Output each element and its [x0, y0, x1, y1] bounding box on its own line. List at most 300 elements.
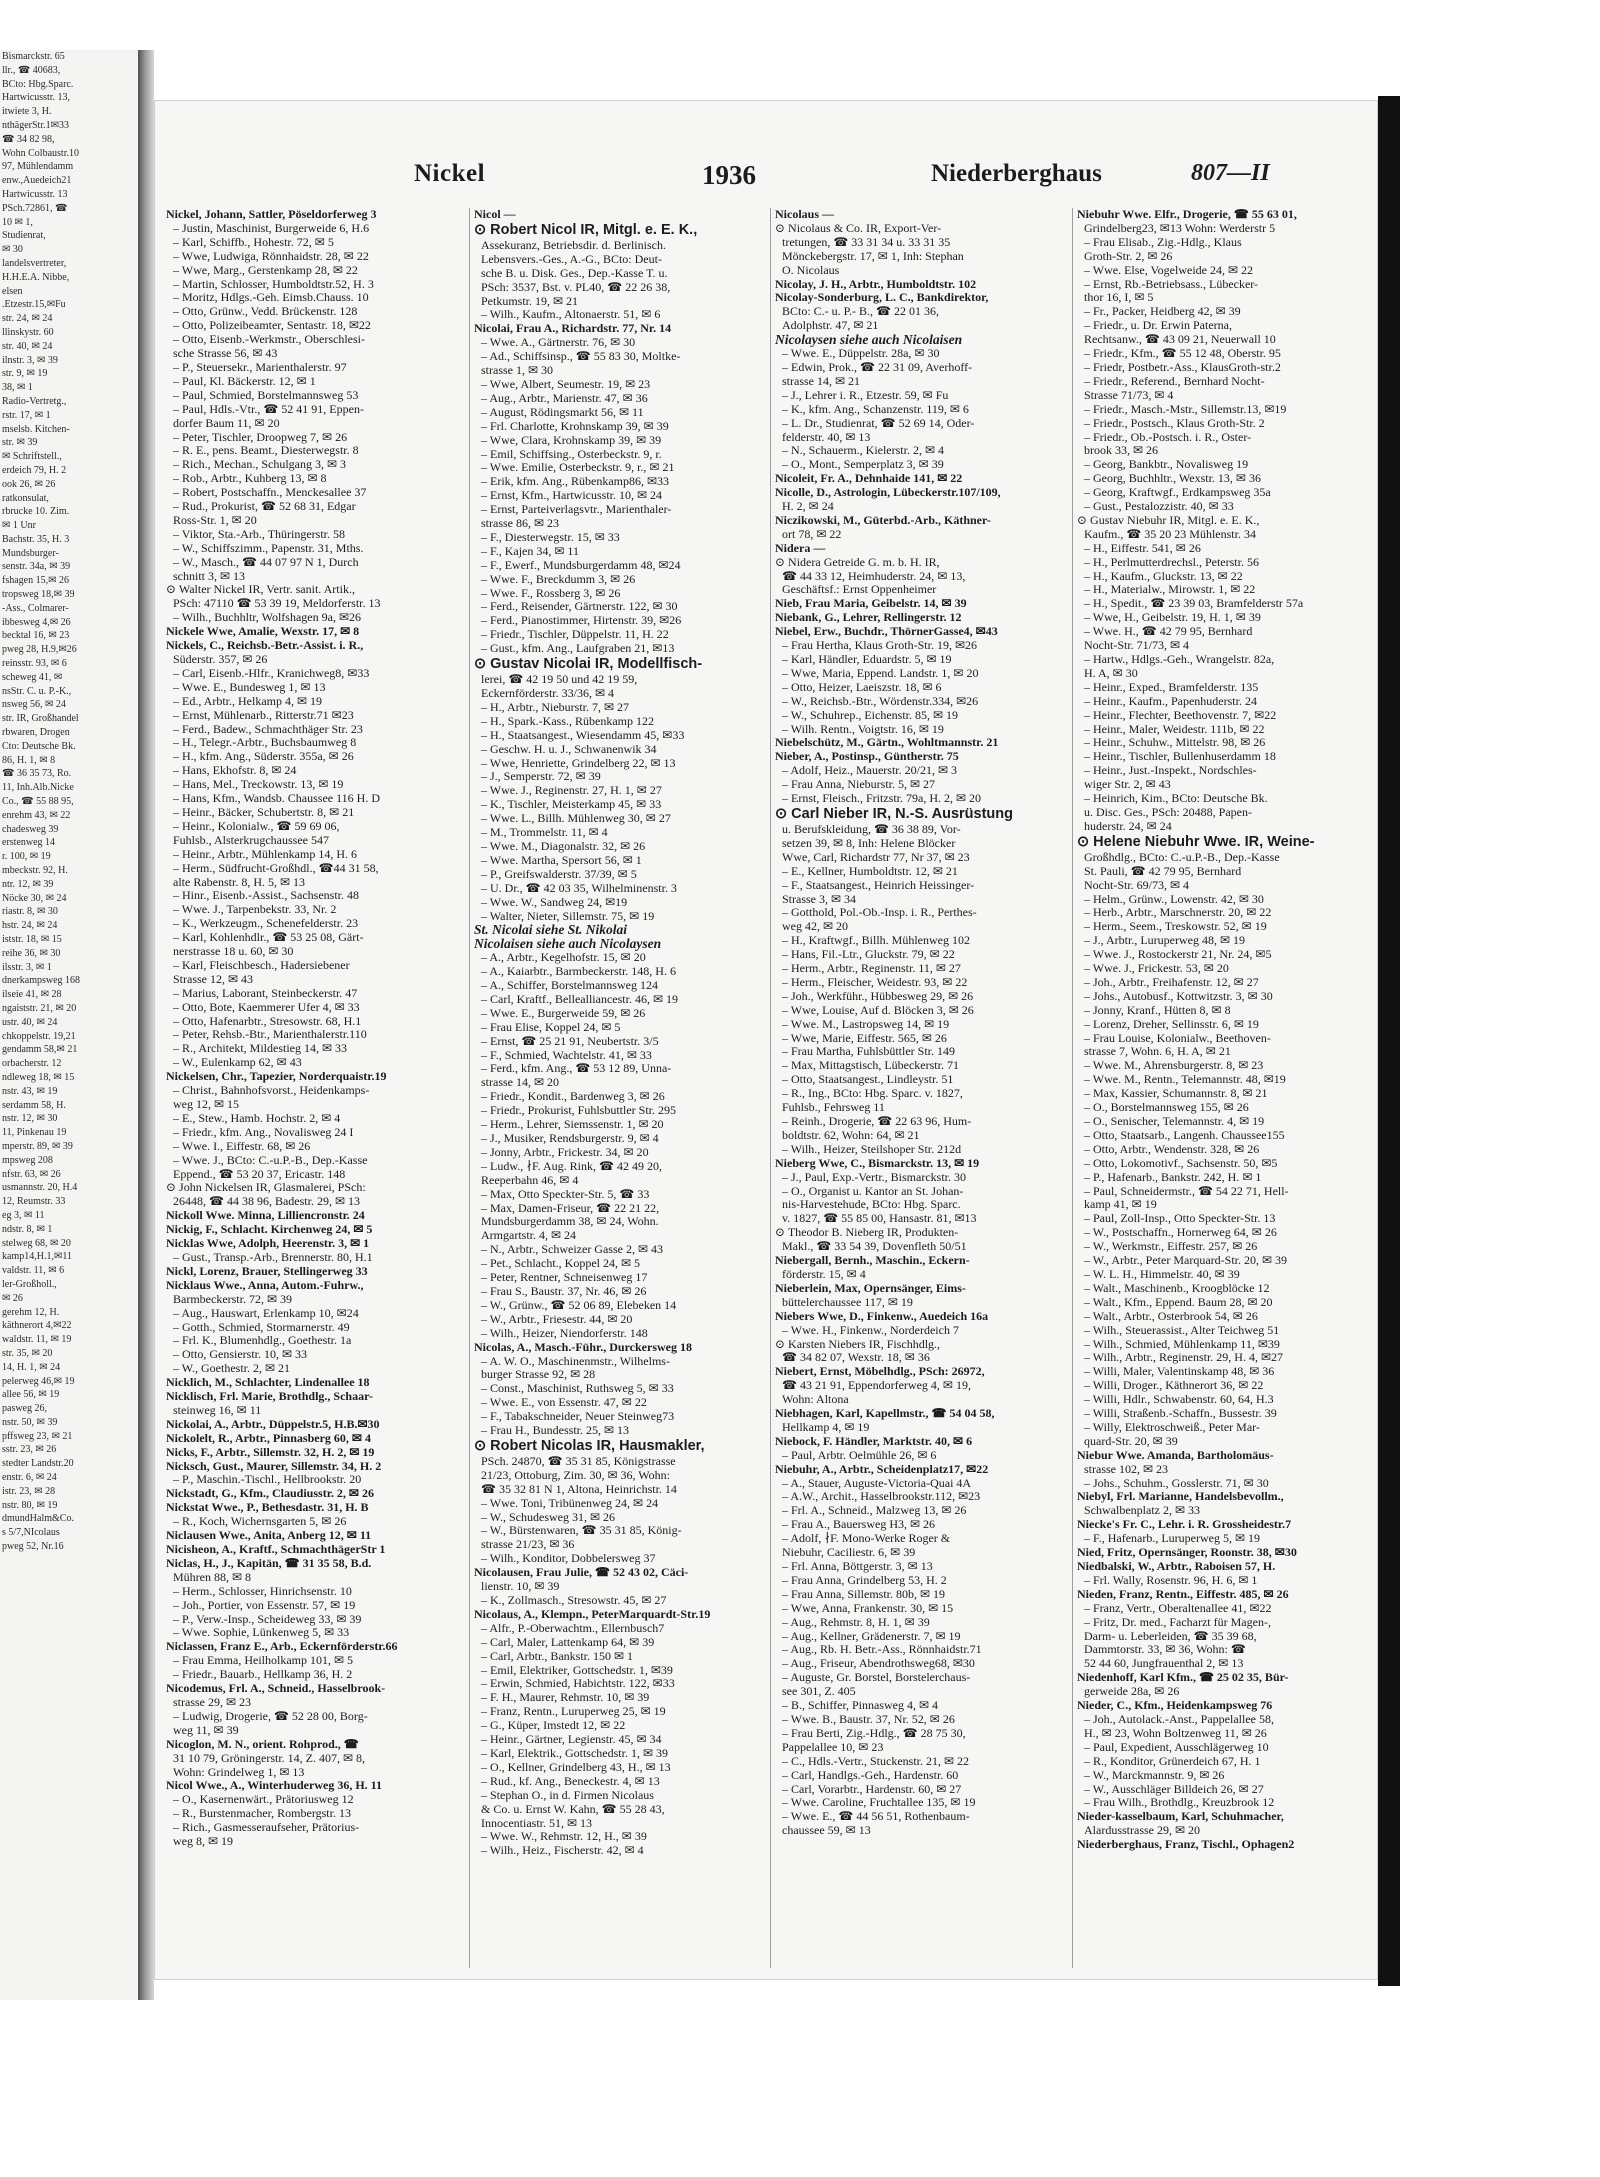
directory-entry: Nicolaysen siehe auch Nicolaisen	[775, 333, 963, 348]
previous-page-line: 11, Pinkenau 19	[2, 1127, 67, 1139]
directory-entry: – W., Postschaffn., Hornerweg 64, ✉ 26	[1084, 1226, 1277, 1240]
directory-entry: – Friedr., Masch.-Mstr., Sillemstr.13, ✉19	[1084, 402, 1287, 416]
directory-entry: Großhdlg., BCto: C.-u.P.-B., Dep.-Kasse	[1084, 850, 1280, 864]
directory-entry: – Aug., Rb. H. Betr.-Ass., Rönnhaidstr.71	[782, 1643, 982, 1657]
directory-entry: Nied, Fritz, Opernsänger, Roonstr. 38, ✉30	[1077, 1546, 1297, 1560]
directory-entry: – Frau S., Baustr. 37, Nr. 46, ✉ 26	[481, 1284, 647, 1298]
directory-entry: ⊙ Karsten Niebers IR, Fischhdlg.,	[775, 1337, 941, 1351]
column-2	[469, 208, 766, 1968]
directory-entry: O. Nicolaus	[782, 263, 840, 277]
directory-entry: strasse 29, ✉ 23	[173, 1695, 252, 1709]
directory-entry: – R., Konditor, Grünerdeich 67, H. 1	[1084, 1754, 1261, 1768]
directory-entry: – Wwe. Caroline, Fruchtallee 135, ✉ 19	[782, 1796, 976, 1810]
previous-page-line: mperstr. 89, ✉ 39	[2, 1140, 73, 1152]
previous-page-line: senstr. 34a, ✉ 39	[2, 561, 71, 573]
directory-entry: ⊙ Nicolaus & Co. IR, Export-Ver-	[775, 221, 942, 235]
directory-entry: – Friedr., Ob.-Postsch. i. R., Oster-	[1084, 430, 1252, 444]
directory-entry: setzen 39, ✉ 8, Inh: Helene Blöcker	[782, 836, 956, 850]
directory-entry: Alardusstrasse 29, ✉ 20	[1084, 1824, 1201, 1838]
directory-entry: – Walt., Arbtr., Osterbrook 54, ✉ 26	[1084, 1309, 1258, 1323]
directory-entry: Nicolaisen siehe auch Nicolaysen	[474, 937, 662, 952]
directory-entry: – Ferd., kfm. Ang., ☎ 53 12 89, Unna-	[481, 1062, 672, 1076]
directory-entry: – Frau Wilh., Brothdlg., Kreuzbrook 12	[1084, 1796, 1275, 1810]
directory-entry: wiger Str. 2, ✉ 43	[1084, 778, 1171, 792]
directory-entry: – Peter, Rentner, Schneisenweg 17	[481, 1271, 648, 1285]
directory-entry: – Wwe. Emilie, Osterbeckstr. 9, r., ✉ 21	[481, 461, 675, 475]
directory-entry: Hellkamp 4, ✉ 19	[782, 1420, 870, 1434]
directory-entry: Innocentiastr. 51, ✉ 13	[481, 1816, 593, 1830]
page-header	[154, 160, 1378, 196]
previous-page-line: Hartwicusstr. 13,	[2, 92, 71, 104]
directory-entry: – Jonny, Kranf., Hütten 8, ✉ 8	[1084, 1003, 1231, 1017]
directory-entry: – R., Ing., BCto: Hbg. Sparc. v. 1827,	[782, 1087, 963, 1101]
directory-entry: Mönckebergstr. 17, ✉ 1, Inh: Stephan	[782, 249, 964, 263]
directory-entry: – Max, Mittagstisch, Lübeckerstr. 71	[782, 1059, 959, 1073]
directory-entry: – Frau Anna, Nieburstr. 5, ✉ 27	[782, 778, 936, 792]
directory-entry: – Wwe. J., BCto: C.-u.P.-B., Dep.-Kasse	[173, 1153, 368, 1167]
directory-entry: – Frau A., Bauersweg H3, ✉ 26	[782, 1518, 936, 1532]
directory-entry: – Ludw., ∤F. Aug. Rink, ☎ 42 49 20,	[481, 1159, 662, 1173]
previous-page-line: scheweg 41, ✉	[2, 671, 63, 683]
directory-entry: Nicolay-Sonderburg, L. C., Bankdirektor,	[775, 291, 989, 305]
previous-page-line: ngaiststr. 21, ✉ 20	[2, 1002, 77, 1014]
previous-page-line: ☎ 34 82 98,	[2, 133, 55, 145]
directory-entry: – Otto, Polizeibeamter, Sentastr. 18, ✉22	[173, 319, 371, 333]
directory-entry: Dammtorstr. 33, ✉ 36, Wohn: ☎	[1084, 1643, 1246, 1657]
directory-entry: Nickels, C., Reichsb.-Betr.-Assist. i. R.,	[166, 639, 364, 653]
directory-entry: – Wwe, Louise, Auf d. Blöcken 3, ✉ 26	[782, 1003, 974, 1017]
previous-page-line: r. 100, ✉ 19	[2, 851, 51, 863]
directory-entry: – Wwe, Ludwiga, Rönnhaidstr. 28, ✉ 22	[173, 249, 369, 263]
directory-entry: u. Berufskleidung, ☎ 36 38 89, Vor-	[782, 822, 961, 836]
directory-entry: weg 8, ✉ 19	[173, 1835, 234, 1849]
directory-entry: H. 2, ✉ 24	[782, 500, 834, 514]
directory-entry: ⊙ John Nickelsen IR, Glasmalerei, PSch:	[166, 1181, 366, 1195]
previous-page-line: ✉ 30	[2, 244, 23, 256]
previous-page-line: nstr. 50, ✉ 39	[2, 1416, 58, 1428]
directory-entry: – Otto, Staatsangest., Lindleystr. 51	[782, 1073, 954, 1087]
directory-entry: – W., Masch., ☎ 44 07 97 N 1, Durch	[173, 555, 359, 569]
directory-entry: Nicolay, J. H., Arbtr., Humboldtstr. 102	[775, 277, 977, 291]
previous-page-line: allee 56, ✉ 19	[2, 1389, 60, 1401]
directory-entry: – Frau Hertha, Klaus Groth-Str. 19, ✉26	[782, 639, 978, 653]
directory-entry: – A., Kaiarbtr., Barmbeckerstr. 148, H. 6	[481, 965, 676, 979]
directory-entry: Mühren 88, ✉ 8	[173, 1570, 252, 1584]
previous-page-line: rbrucke 10. Zim.	[2, 506, 70, 518]
previous-page-line: valdstr. 11, ✉ 6	[2, 1265, 65, 1277]
directory-entry: – Wwe. J., Reginenstr. 27, H. 1, ✉ 27	[481, 784, 662, 798]
previous-page-line: pweg 52, Nr.16	[2, 1541, 64, 1553]
directory-entry: – E., Kellner, Humboldtstr. 12, ✉ 21	[782, 864, 958, 878]
directory-entry: nis-Harvestehude, BCto: Hbg. Sparc.	[782, 1198, 961, 1212]
directory-entry: Nicisheon, A., Kraftf., SchmachthägerStr 1	[166, 1543, 386, 1556]
directory-entry: – Wwe. J., Rostockerstr 21, Nr. 24, ✉5	[1084, 948, 1272, 962]
directory-entry: – Hans, Fil.-Ltr., Gluckstr. 79, ✉ 22	[782, 948, 955, 962]
directory-entry: huderstr. 24, ✉ 24	[1084, 819, 1172, 833]
previous-page-line: str. IR, Großhandel	[2, 713, 79, 725]
directory-entry: – Heinr., Gärtner, Legienstr. 45, ✉ 34	[481, 1733, 662, 1747]
directory-entry: ⊙ Helene Niebuhr Wwe. IR, Weine-	[1077, 833, 1315, 850]
directory-entry: BCto: C.- u. P.- B., ☎ 22 01 36,	[782, 305, 939, 319]
previous-page-line: serdamm 58, H.	[2, 1099, 66, 1111]
directory-entry: – K., Tischler, Meisterkamp 45, ✉ 33	[481, 798, 662, 812]
directory-entry: ⊙ Gustav Nicolai IR, Modellfisch-	[474, 656, 703, 673]
directory-entry: – Wilh., Konditor, Dobbelersweg 37	[481, 1552, 656, 1566]
directory-entry: – H., Arbtr., Nieburstr. 7, ✉ 27	[481, 700, 630, 714]
directory-entry: – Ferd., Reisender, Gärtnerstr. 122, ✉ 30	[481, 600, 678, 614]
directory-entry: sche Strasse 56, ✉ 43	[173, 347, 278, 361]
previous-page-line: nfstr. 63, ✉ 26	[2, 1168, 61, 1180]
directory-entry: Nickelsen, Chr., Tapezier, Norderquaistr.19	[166, 1070, 387, 1084]
directory-entry: – Emil, Elektriker, Gottschedstr. 1, ✉39	[481, 1663, 673, 1677]
column-3	[770, 208, 1067, 1968]
directory-entry: Nicoleit, Fr. A., Dehnhaide 141, ✉ 22	[775, 472, 963, 486]
directory-entry: – Rob., Arbtr., Kuhberg 13, ✉ 8	[173, 472, 327, 486]
directory-entry: H., ✉ 23, Wohn Boltzenweg 11, ✉ 26	[1084, 1726, 1267, 1740]
directory-entry: – Heinr., Just.-Inspekt., Nordschles-	[1084, 764, 1257, 778]
directory-entry: – J., Paul, Exp.-Vertr., Bismarckstr. 30	[782, 1170, 966, 1184]
directory-entry: – Heinr., Schuhw., Mittelstr. 98, ✉ 26	[1084, 736, 1266, 750]
previous-page-line: sstr. 23, ✉ 26	[2, 1444, 57, 1456]
directory-entry: Niedbalski, W., Arbtr., Raboisen 57, H.	[1077, 1560, 1276, 1573]
directory-entry: Nicol Wwe., A., Winterhuderweg 36, H. 11	[166, 1779, 382, 1793]
column-1	[166, 208, 458, 1968]
directory-entry: – Rud., kf. Ang., Beneckestr. 4, ✉ 13	[481, 1774, 660, 1788]
directory-entry: – Herb., Arbtr., Marschnerstr. 20, ✉ 22	[1084, 906, 1272, 920]
directory-entry: – Viktor, Sta.-Arb., Thüringerstr. 58	[173, 527, 346, 541]
directory-entry: nerstrasse 18 u. 60, ✉ 30	[173, 945, 294, 959]
previous-page-line: ✉ 26	[2, 1292, 23, 1304]
directory-entry: – Paul, Schneidermstr., ☎ 54 22 71, Hell-	[1084, 1184, 1289, 1198]
directory-entry: – W., Marckmannstr. 9, ✉ 26	[1084, 1768, 1225, 1782]
directory-entry: – Hans, Ekhofstr. 8, ✉ 24	[173, 764, 297, 778]
directory-entry: – Wwe. A., Gärtnerstr. 76, ✉ 30	[481, 336, 636, 350]
previous-page-line: elsen	[2, 285, 23, 297]
directory-entry: Fuhlsb., Alsterkrugchaussee 547	[173, 833, 329, 847]
previous-page-line: enrehm 43, ✉ 22	[2, 809, 71, 821]
directory-entry: – Heinr., Arbtr., Mühlenkamp 14, H. 6	[173, 847, 357, 861]
directory-entry: Niebel, Erw., Buchdr., ThörnerGasse4, ✉43	[775, 625, 998, 639]
directory-entry: gerweide 28a, ✉ 26	[1084, 1685, 1180, 1699]
directory-entry: – Carl, Handlgs.-Geh., Hardenstr. 60	[782, 1768, 959, 1782]
directory-entry: – Herm., Lehrer, Siemssenstr. 1, ✉ 20	[481, 1118, 664, 1132]
previous-page-line: ibbesweg 4,✉ 26	[2, 616, 71, 628]
directory-entry: – Martin, Schlosser, Humboldtstr.52, H. 3	[173, 277, 374, 291]
header-last-entry: Niederberghaus	[931, 160, 1102, 187]
directory-entry: Ross-Str. 1, ✉ 20	[173, 513, 257, 527]
directory-entry: Kaufm., ☎ 35 20 23 Mühlenstr. 34	[1084, 527, 1256, 541]
directory-entry: – P., Hafenarb., Bankstr. 242, H. ✉ 1	[1084, 1170, 1262, 1184]
directory-entry: – Pet., Schlacht., Koppel 24, ✉ 5	[481, 1257, 641, 1271]
directory-entry: – Frau Elise, Koppel 24, ✉ 5	[481, 1020, 621, 1034]
directory-entry: – W., Arbtr., Peter Marquard-Str. 20, ✉ 39	[1084, 1254, 1288, 1268]
previous-page-line: riastr. 8, ✉ 30	[2, 906, 58, 918]
directory-entry: – Aug., Arbtr., Marienstr. 47, ✉ 36	[481, 391, 648, 405]
directory-entry: Niebock, F. Händler, Marktstr. 40, ✉ 6	[775, 1434, 973, 1448]
directory-entry: Nicolaus, A., Klempn., PeterMarquardt-Str.19	[474, 1607, 711, 1621]
directory-entry: – Johs., Schuhm., Gosslerstr. 71, ✉ 30	[1084, 1476, 1269, 1490]
directory-entry: – N., Schauerm., Kielerstr. 2, ✉ 4	[782, 444, 945, 458]
directory-entry: Nidera —	[775, 541, 826, 555]
directory-entry: – Robert, Postschaffn., Menckesallee 37	[173, 486, 367, 500]
directory-entry: Niebuhr Wwe. Elfr., Drogerie, ☎ 55 63 01,	[1077, 208, 1297, 221]
directory-entry: – Wwe. W., Rehmstr. 12, H., ✉ 39	[481, 1830, 647, 1844]
previous-page-line: Hartwicusstr. 13	[2, 188, 68, 200]
directory-entry: – Otto, Grünw., Vedd. Brückenstr. 128	[173, 305, 358, 319]
directory-entry: Süderstr. 357, ✉ 26	[173, 653, 268, 666]
directory-entry: Groth-Str. 2, ✉ 26	[1084, 249, 1173, 263]
directory-entry: – Wwe, H., Geibelstr. 19, H. 1, ✉ 39	[1084, 611, 1261, 625]
directory-entry: – Max, Otto Speckter-Str. 5, ☎ 33	[481, 1187, 650, 1201]
directory-entry: Nicolausen, Frau Julie, ☎ 52 43 02, Cäci-	[474, 1566, 689, 1580]
previous-page-line: reinsstr. 93, ✉ 6	[2, 658, 67, 670]
previous-page-line: pelerweg 46,✉ 19	[2, 1375, 75, 1387]
previous-page-line: -Ass., Colmarer-	[2, 602, 69, 614]
directory-entry: Nickstat Wwe., P., Bethesdastr. 31, H. B	[166, 1501, 369, 1515]
previous-page-line: ilseie 41, ✉ 28	[2, 989, 62, 1001]
directory-entry: – Walt., Maschinenb., Kroogblöcke 12	[1084, 1281, 1270, 1295]
directory-entry: – F., Hafenarb., Luruperweg 5, ✉ 19	[1084, 1532, 1261, 1546]
directory-entry: förderstr. 15, ✉ 4	[782, 1267, 866, 1281]
directory-entry: – Karl, Schiffb., Hohestr. 72, ✉ 5	[173, 235, 334, 249]
previous-page-line: 12, Reumstr. 33	[2, 1196, 66, 1208]
directory-entry: H. A, ✉ 30	[1084, 666, 1138, 680]
directory-entry: – Walt., Kfm., Eppend. Baum 28, ✉ 20	[1084, 1295, 1273, 1309]
directory-entry: – Ad., Schiffsinsp., ☎ 55 83 30, Moltke-	[481, 350, 681, 364]
previous-page-line: PSch.72861, ☎	[2, 202, 68, 214]
directory-entry: – Peter, Tischler, Droopweg 7, ✉ 26	[173, 430, 348, 444]
directory-entry: – F., Schmied, Wachtelstr. 41, ✉ 33	[481, 1048, 652, 1062]
directory-entry: felderstr. 40, ✉ 13	[782, 430, 871, 444]
previous-page-line: 14, H. 1, ✉ 24	[2, 1361, 61, 1373]
directory-entry: Nickel, Johann, Sattler, Pöseldorferweg 3	[166, 208, 377, 221]
previous-page-line: Co., ☎ 55 88 95,	[2, 796, 74, 808]
directory-entry: – Carl, Kraftf., Bellealliancestr. 46, ✉ 19	[481, 992, 678, 1006]
previous-page-line: Nöcke 30, ✉ 24	[2, 892, 67, 904]
previous-page-line: str. 9, ✉ 19	[2, 368, 48, 380]
directory-entry: Pappelallee 10, ✉ 23	[782, 1740, 884, 1754]
previous-page-line: itwiete 3, H.	[2, 106, 52, 118]
directory-entry: Geschäftsf.: Ernst Oppenheimer	[782, 583, 937, 597]
directory-entry: Armgartstr. 4, ✉ 24	[481, 1229, 577, 1243]
previous-page-line: dmundHalm&Co.	[2, 1513, 74, 1525]
directory-entry: strasse 86, ✉ 23	[481, 517, 560, 531]
directory-entry: – R., Koch, Wichernsgarten 5, ✉ 26	[173, 1515, 347, 1529]
directory-entry: – Herm., Südfrucht-Großhdl., ☎44 31 58,	[173, 861, 379, 875]
directory-entry: ⊙ Robert Nicolas IR, Hausmakler,	[474, 1437, 705, 1454]
directory-entry: – Frau Anna, Sillemstr. 80b, ✉ 19	[782, 1587, 946, 1601]
directory-entry: Mundsburgerdamm 38, ✉ 24, Wohn.	[481, 1215, 659, 1229]
directory-entry: – Edwin, Prok., ☎ 22 31 09, Averhoff-	[782, 360, 973, 374]
directory-entry: Niebur Wwe. Amanda, Bartholomäus-	[1077, 1448, 1274, 1462]
directory-entry: – Auguste, Gr. Borstel, Borstelerchaus-	[782, 1671, 971, 1685]
directory-entry: Nickele Wwe, Amalie, Wexstr. 17, ✉ 8	[166, 625, 360, 639]
previous-page-line: orbacherstr. 12	[2, 1058, 62, 1070]
previous-page-line: waldstr. 11, ✉ 19	[2, 1334, 72, 1346]
directory-entry: Rechtsanw., ☎ 43 09 21, Neuerwall 10	[1084, 333, 1276, 347]
book-gutter	[138, 50, 154, 2000]
previous-page-line: enstr. 6, ✉ 24	[2, 1472, 57, 1484]
directory-entry: – F., Tabakschneider, Neuer Steinweg73	[481, 1410, 675, 1424]
directory-entry: – Karl, Elektrik., Gottschedstr. 1, ✉ 39	[481, 1746, 669, 1760]
directory-entry: – Heinr., Maler, Weidestr. 111b, ✉ 22	[1084, 722, 1265, 736]
previous-page-line: mpsweg 208	[2, 1154, 53, 1166]
directory-entry: – Friedr., Kondit., Bardenweg 3, ✉ 26	[481, 1090, 665, 1104]
directory-entry: – G., Küper, Imstedt 12, ✉ 22	[481, 1719, 626, 1733]
directory-entry: – Wwe. M., Rentn., Telemannstr. 48, ✉19	[1084, 1073, 1286, 1087]
directory-entry: – Wilh., Heizer, Steilshoper Str. 212d	[782, 1142, 962, 1156]
directory-entry: – J., Lehrer i. R., Etzestr. 59, ✉ Fu	[782, 388, 949, 402]
previous-page-line: ndleweg 18, ✉ 15	[2, 1071, 75, 1083]
directory-entry: Niclas, H., J., Kapitän, ☎ 31 35 58, B.d.	[166, 1556, 372, 1570]
previous-page-line: pasweg 26,	[2, 1403, 47, 1415]
previous-page-line: mbeckstr. 92, H.	[2, 865, 68, 877]
directory-entry: – W., Reichsb.-Btr., Wördenstr.334, ✉26	[782, 694, 979, 708]
directory-entry: Nicklas Wwe, Adolph, Heerenstr. 3, ✉ 1	[166, 1237, 370, 1251]
directory-entry: – M., Trommelstr. 11, ✉ 4	[481, 826, 608, 840]
directory-entry: u. Disc. Ges., PSch: 20488, Papen-	[1084, 805, 1252, 819]
directory-entry: – Paul, Zoll-Insp., Otto Speckter-Str. 13	[1084, 1212, 1276, 1226]
directory-entry: 52 44 60, Jungfrauenthal 2, ✉ 13	[1084, 1657, 1244, 1671]
directory-entry: – Rich., Gasmesseraufseher, Prätorius-	[173, 1821, 360, 1835]
directory-entry: Niecke's Fr. C., Lehr. i. R. Grossheidestr.7	[1077, 1518, 1292, 1532]
directory-entry: – Wwe. J., Tarpenbekstr. 33, Nr. 2	[173, 903, 337, 917]
directory-entry: – Ernst, Mühlenarb., Ritterstr.71 ✉23	[173, 708, 354, 722]
previous-page-line: str. ✉ 39	[2, 437, 38, 449]
previous-page-line: llinskystr. 60	[2, 326, 54, 338]
directory-entry: – W., Werkmstr., Eiffestr. 257, ✉ 26	[1084, 1240, 1258, 1254]
directory-entry: schnitt 3, ✉ 13	[173, 569, 246, 583]
previous-page-line: rbwaren, Drogen	[2, 727, 70, 739]
directory-entry: Nickoll Wwe. Minna, Lilliencronstr. 24	[166, 1209, 365, 1223]
previous-page-line: iststr. 18, ✉ 15	[2, 934, 62, 945]
directory-entry: – Frl. K., Blumenhdlg., Goethestr. 1a	[173, 1334, 352, 1348]
directory-entry: – Wwe, Marie, Eiffestr. 565, ✉ 26	[782, 1031, 947, 1045]
directory-entry: dorfer Baum 11, ✉ 20	[173, 416, 280, 430]
directory-entry: Niebuhr, A., Arbtr., Scheidenplatz17, ✉22	[775, 1462, 989, 1476]
directory-entry: – Wilh., Kaufm., Altonaerstr. 51, ✉ 6	[481, 308, 661, 322]
directory-entry: – Moritz, Hdlgs.-Geh. Eimsb.Chauss. 10	[173, 291, 369, 305]
directory-entry: – Willi, Droger., Käthnerort 36, ✉ 22	[1084, 1379, 1264, 1393]
directory-entry: Niebert, Ernst, Möbelhdlg., PSch: 26972,	[775, 1365, 985, 1379]
directory-entry: – August, Rödingsmarkt 56, ✉ 11	[481, 405, 644, 419]
directory-entry: Niebyl, Frl. Marianne, Handelsbevollm.,	[1077, 1490, 1284, 1504]
directory-entry: – Ernst, Rb.-Betriebsass., Lübecker-	[1084, 277, 1259, 291]
directory-entry: – H., Materialw., Mirowstr. 1, ✉ 22	[1084, 583, 1256, 597]
directory-entry: – Friedr., Kfm., ☎ 55 12 48, Oberstr. 95	[1084, 347, 1281, 361]
directory-entry: Nicol —	[474, 208, 516, 221]
directory-entry: – Wilh., Heizer, Niendorferstr. 148	[481, 1326, 648, 1340]
previous-page-line: ustr. 40, ✉ 24	[2, 1016, 58, 1028]
previous-page-line: dnerkampsweg 168	[2, 975, 81, 987]
directory-entry: alte Rabenstr. 8, H. 5, ✉ 13	[173, 875, 306, 889]
directory-entry: – P., Steuersekr., Marienthalerstr. 97	[173, 360, 347, 374]
previous-page-line: nsweg 56, ✉ 24	[2, 699, 66, 711]
previous-page-line: str. 40, ✉ 24	[2, 340, 53, 352]
previous-page-line: 97, Mühlendamm	[2, 161, 74, 173]
directory-entry: – Erik, kfm. Ang., Rübenkamp86, ✉33	[481, 475, 670, 489]
directory-entry: 21/23, Ottoburg, Zim. 30, ✉ 36, Wohn:	[481, 1468, 670, 1482]
directory-entry: – Joh., Werkführ., Hübbesweg 29, ✉ 26	[782, 989, 974, 1003]
previous-page-line: nstr. 43, ✉ 19	[2, 1085, 58, 1097]
directory-entry: – Wwe. E., von Essenstr. 47, ✉ 22	[481, 1396, 647, 1410]
directory-entry: – Otto, Heizer, Laeiszstr. 18, ✉ 6	[782, 680, 942, 694]
directory-entry: & Co. u. Ernst W. Kahn, ☎ 55 28 43,	[481, 1802, 665, 1816]
previous-page-line: istr. 23, ✉ 28	[2, 1485, 56, 1497]
directory-entry: – Alfr., P.-Oberwachtm., Ellernbusch7	[481, 1621, 665, 1635]
previous-page-line: Radio-Vertretg.,	[2, 395, 67, 407]
directory-entry: ⊙ Carl Nieber IR, N.-S. Ausrüstung	[775, 805, 1014, 822]
directory-entry: – Joh., Portier, von Essenstr. 57, ✉ 19	[173, 1598, 356, 1612]
directory-entry: – Fritz, Dr. med., Facharzt für Magen-,	[1084, 1615, 1271, 1629]
directory-entry: – Marius, Laborant, Steinbeckerstr. 47	[173, 986, 358, 1000]
directory-entry: – A., Stauer, Auguste-Victoria-Quai 4A	[782, 1476, 972, 1490]
directory-entry: – Heinrich, Kim., BCto: Deutsche Bk.	[1084, 792, 1268, 806]
directory-entry: Darm- u. Leberleiden, ☎ 35 39 68,	[1084, 1629, 1257, 1643]
directory-entry: – Wwe, Albert, Seumestr. 19, ✉ 23	[481, 377, 651, 391]
previous-page-line: ratkonsulat,	[2, 492, 49, 504]
directory-entry: Niczikowski, M., Güterbd.-Arb., Käthner-	[775, 513, 991, 527]
directory-entry: – Friedr, Postbetr.-Ass., KlausGroth-str.2	[1084, 360, 1281, 374]
directory-entry: – O., Kasernenwärt., Prätoriusweg 12	[173, 1793, 354, 1807]
previous-page-line: nthägerStr.1✉33	[2, 119, 69, 131]
directory-entry: chaussee 59, ✉ 13	[782, 1824, 871, 1838]
directory-entry: – Christ., Bahnhofsvorst., Heidenkamps-	[173, 1084, 370, 1098]
directory-entry: – Hans, Mel., Treckowstr. 13, ✉ 19	[173, 778, 344, 792]
directory-entry: – H., Telegr.-Arbtr., Buchsbaumweg 8	[173, 736, 357, 750]
directory-entry: – Ed., Arbtr., Helkamp 4, ✉ 19	[173, 694, 323, 708]
previous-page-line: ilsstr. 3, ✉ 1	[2, 961, 52, 973]
previous-page-line: 38, ✉ 1	[2, 382, 33, 394]
directory-entry: – Wwe. J., Frickestr. 53, ✉ 20	[1084, 962, 1229, 976]
previous-page-line: .Etzestr.15,✉Fu	[2, 299, 66, 311]
directory-entry: Nickolelt, R., Arbtr., Pinnasberg 60, ✉ 4	[166, 1431, 371, 1445]
directory-entry: – Ernst, Kfm., Hartwicusstr. 10, ✉ 24	[481, 489, 663, 503]
previous-page-line: kamp14,H.1,✉11	[2, 1251, 72, 1263]
directory-entry: Schwalbenplatz 2, ✉ 33	[1084, 1504, 1201, 1518]
directory-entry: – A., Arbtr., Kegelhofstr. 15, ✉ 20	[481, 951, 646, 965]
directory-entry: – P., Maschin.-Tischl., Hellbrookstr. 20	[173, 1473, 362, 1487]
directory-entry: – Georg, Buchhltr., Wexstr. 13, ✉ 36	[1084, 472, 1261, 486]
directory-entry: – Ferd., Pianostimmer, Hirtenstr. 39, ✉26	[481, 614, 682, 628]
directory-entry: – Wwe, Anna, Frankenstr. 30, ✉ 15	[782, 1601, 954, 1615]
previous-page-line: nsStr. C. u. P.-K.,	[2, 685, 72, 697]
previous-page-line: stelweg 68, ✉ 20	[2, 1237, 71, 1249]
directory-entry: – Rud., Prokurist, ☎ 52 68 31, Edgar	[173, 500, 356, 514]
directory-entry: v. 1827, ☎ 55 85 00, Hansastr. 81, ✉13	[782, 1212, 977, 1226]
previous-page-line: chadesweg 39	[2, 823, 59, 835]
directory-entry: weg 12, ✉ 15	[173, 1098, 240, 1111]
directory-entry: St. Nicolai siehe St. Nikolai	[474, 923, 628, 938]
directory-entry: – Ludwig, Drogerie, ☎ 52 28 00, Borg-	[173, 1709, 368, 1723]
previous-page-line: ☎ 36 35 73, Ro.	[2, 768, 72, 780]
directory-entry: – Reinh., Drogerie, ☎ 22 63 96, Hum-	[782, 1115, 972, 1128]
directory-entry: – F., Ewerf., Mundsburgerdamm 48, ✉24	[481, 558, 681, 572]
directory-entry: Niebhagen, Karl, Kapellmstr., ☎ 54 04 58,	[775, 1407, 995, 1421]
directory-entry: – Friedr., Referend., Bernhard Nocht-	[1084, 374, 1265, 388]
directory-entry: – F. H., Maurer, Rehmstr. 10, ✉ 39	[481, 1691, 650, 1705]
directory-entry: – Franz, Vertr., Oberaltenallee 41, ✉22	[1084, 1601, 1272, 1615]
directory-entry: – F., Staatsangest., Heinrich Heissinger-	[782, 878, 975, 892]
directory-entry: Nieberlein, Max, Opernsänger, Eims-	[775, 1281, 966, 1295]
directory-entry: – O., Kellner, Grindelberg 43, H., ✉ 13	[481, 1760, 671, 1774]
directory-entry: – Paul, Expedient, Ausschlägerweg 10	[1084, 1740, 1269, 1754]
directory-entry: Niedenhoff, Karl Kfm., ☎ 25 02 35, Bür-	[1077, 1671, 1289, 1685]
directory-entry: ☎ 35 32 81 N 1, Altona, Heinrichstr. 14	[481, 1482, 677, 1496]
directory-entry: Lebensvers.-Ges., A.-G., BCto: Deut-	[481, 252, 662, 266]
directory-entry: Nickig, F., Schlacht. Kirchenweg 24, ✉ 5	[166, 1223, 373, 1237]
directory-entry: – Heinr., Exped., Bramfelderstr. 135	[1084, 680, 1259, 694]
